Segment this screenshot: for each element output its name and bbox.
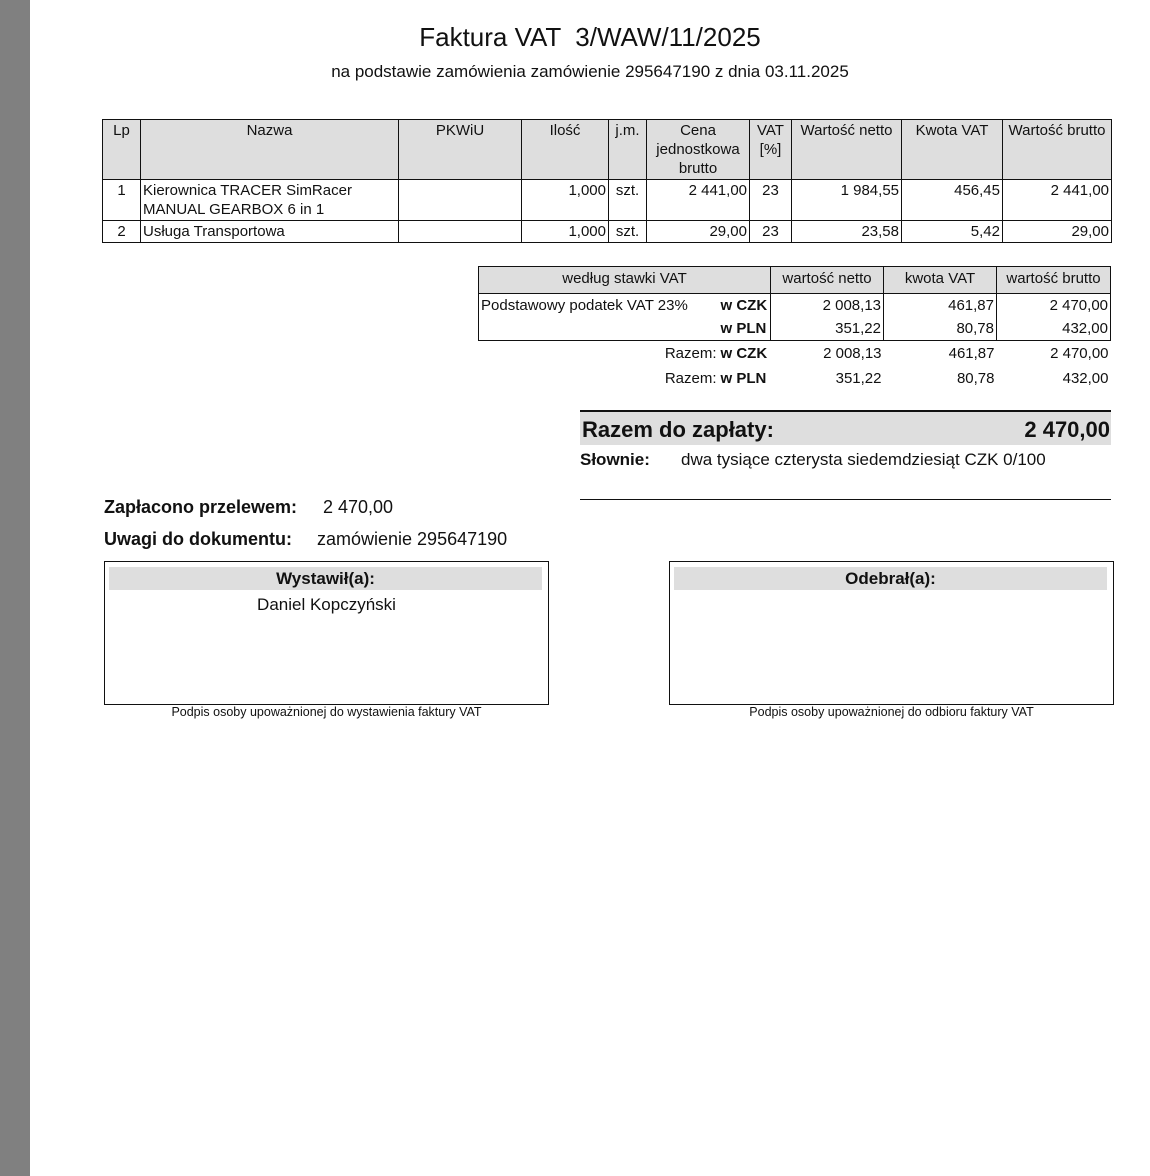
header-brutto: Wartość brutto xyxy=(1003,120,1112,180)
issuer-caption: Podpis osoby upoważnionej do wystawienia faktury VAT xyxy=(171,705,482,719)
vat-header-vat: kwota VAT xyxy=(884,267,997,294)
table-row xyxy=(103,221,1112,243)
cell-jm: szt. xyxy=(609,221,647,243)
slownie-label: Słownie: xyxy=(580,450,650,469)
issuer-name: Daniel Kopczyński xyxy=(257,595,396,614)
header-lp: Lp xyxy=(103,120,141,180)
razem-netto: 351,22 xyxy=(835,370,882,387)
razem-netto: 2 008,13 xyxy=(823,345,882,362)
cell-ilosc: 1,000 xyxy=(522,180,609,221)
header-ilosc: Ilość xyxy=(522,120,609,180)
vat-header-netto: wartość netto xyxy=(771,267,884,294)
header-vat: VAT [%] xyxy=(750,120,792,180)
items-header-row xyxy=(103,120,1112,180)
table-row xyxy=(103,180,1112,221)
vat-header-row xyxy=(479,267,1111,294)
receiver-signature-box xyxy=(669,561,1114,705)
razem-vat: 461,87 xyxy=(948,345,995,362)
razem-brutto: 2 470,00 xyxy=(1050,345,1109,362)
notes-label: Uwagi do dokumentu: xyxy=(104,529,292,549)
payment-label: Zapłacono przelewem: xyxy=(104,497,298,517)
header-pkwiu: PKWiU xyxy=(399,120,522,180)
razem-row-czk xyxy=(479,341,1111,367)
cell-jm: szt. xyxy=(609,180,647,221)
vat-netto: 2 008,13 xyxy=(771,294,884,318)
cell-nazwa: Usługa Transportowa xyxy=(141,221,399,243)
slownie-value: dwa tysiące czterysta siedemdziesiąt CZK 0/100 xyxy=(681,450,1046,469)
vat-amount: 80,78 xyxy=(884,317,997,341)
payment-value: 2 470,00 xyxy=(323,497,394,517)
invoice-title: Faktura VAT 3/WAW/11/2025 xyxy=(419,22,761,52)
razem-currency: w PLN xyxy=(720,370,767,387)
divider xyxy=(580,499,1111,500)
header-kwota-vat: Kwota VAT xyxy=(902,120,1003,180)
cell-brutto: 2 441,00 xyxy=(1003,180,1112,221)
vat-header-brutto: wartość brutto xyxy=(997,267,1111,294)
cell-pkwiu xyxy=(399,221,522,243)
vat-row-pln xyxy=(479,317,1111,341)
issuer-signature-box xyxy=(104,561,549,705)
cell-kwota-vat: 5,42 xyxy=(902,221,1003,243)
cell-netto: 1 984,55 xyxy=(792,180,902,221)
total-to-pay xyxy=(580,410,1111,445)
header-nazwa: Nazwa xyxy=(141,120,399,180)
cell-netto: 23,58 xyxy=(792,221,902,243)
viewer-sidebar xyxy=(0,0,30,1176)
razem-label: Razem: xyxy=(664,345,717,362)
vat-row-czk xyxy=(479,294,1111,318)
cell-vat: 23 xyxy=(750,180,792,221)
razem-currency: w CZK xyxy=(720,345,768,362)
document-notes xyxy=(104,529,508,550)
header-jm: j.m. xyxy=(609,120,647,180)
cell-cena: 2 441,00 xyxy=(647,180,750,221)
total-value: 2 470,00 xyxy=(1024,417,1110,442)
payment-info xyxy=(104,497,394,518)
receiver-caption: Podpis osoby upoważnionej do odbioru faktury VAT xyxy=(749,705,1034,719)
razem-vat: 80,78 xyxy=(956,370,995,387)
vat-brutto: 2 470,00 xyxy=(997,294,1111,318)
cell-nazwa: Kierownica TRACER SimRacer MANUAL GEARBOX 6 in 1 xyxy=(141,180,399,221)
razem-label: Razem: xyxy=(664,370,717,387)
vat-netto: 351,22 xyxy=(771,317,884,341)
header-cena: Cena jednostkowa brutto xyxy=(647,120,750,180)
cell-vat: 23 xyxy=(750,221,792,243)
cell-pkwiu xyxy=(399,180,522,221)
vat-currency: w CZK xyxy=(720,297,768,314)
vat-summary-table xyxy=(478,266,1111,391)
receiver-header: Odebrał(a): xyxy=(674,567,1107,590)
invoice-subtitle: na podstawie zamówienia zamówienie 295647190 z dnia 03.11.2025 xyxy=(331,62,849,81)
cell-cena: 29,00 xyxy=(647,221,750,243)
vat-header-rate: według stawki VAT xyxy=(479,267,771,294)
amount-in-words xyxy=(580,450,1046,470)
vat-brutto: 432,00 xyxy=(997,317,1111,341)
cell-brutto: 29,00 xyxy=(1003,221,1112,243)
cell-lp: 2 xyxy=(103,221,141,243)
razem-row-pln xyxy=(479,366,1111,391)
vat-currency: w PLN xyxy=(719,317,771,341)
items-table xyxy=(102,119,1112,243)
vat-rate-label: Podstawowy podatek VAT 23% xyxy=(479,294,719,318)
issuer-header: Wystawił(a): xyxy=(109,567,542,590)
vat-amount: 461,87 xyxy=(884,294,997,318)
total-label: Razem do zapłaty: xyxy=(582,417,774,442)
notes-value: zamówienie 295647190 xyxy=(317,529,508,549)
cell-lp: 1 xyxy=(103,180,141,221)
cell-ilosc: 1,000 xyxy=(522,221,609,243)
razem-brutto: 432,00 xyxy=(1062,370,1109,387)
cell-kwota-vat: 456,45 xyxy=(902,180,1003,221)
header-netto: Wartość netto xyxy=(792,120,902,180)
